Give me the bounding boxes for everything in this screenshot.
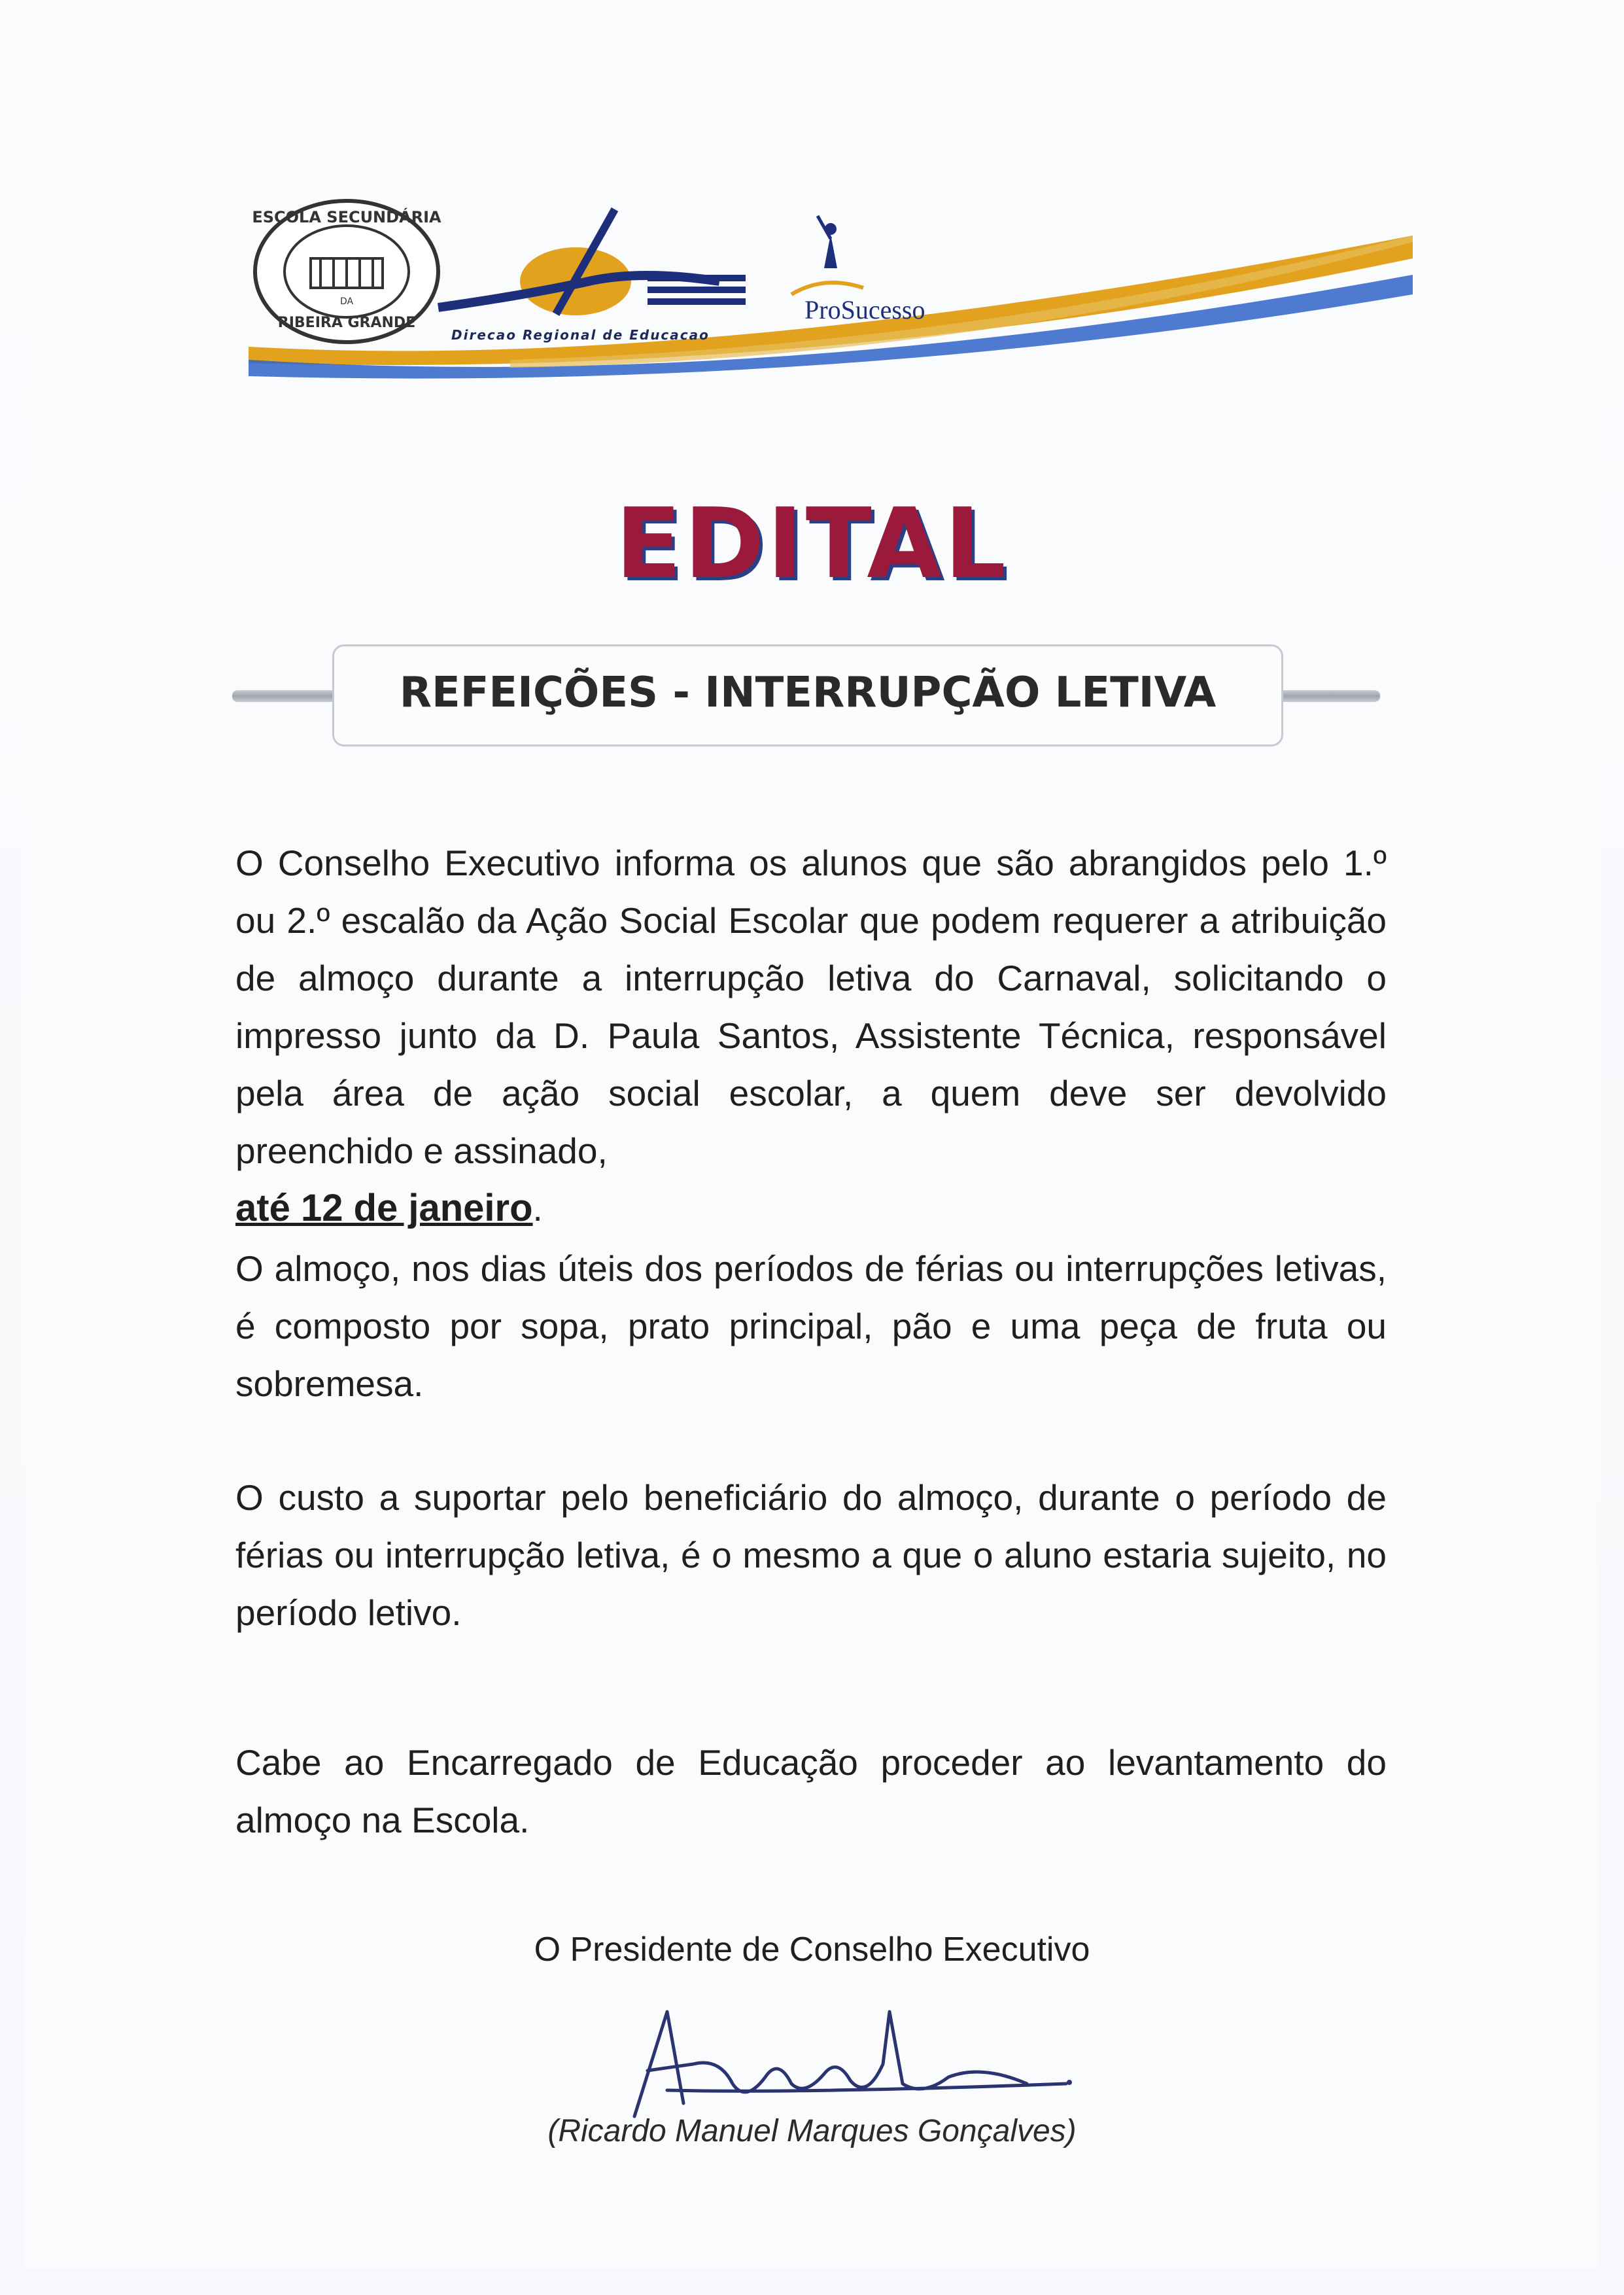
dre-logo — [438, 209, 746, 315]
signatory-name: (Ricardo Manuel Marques Gonçalves) — [547, 2114, 1077, 2148]
paragraph-2: O almoço, nos dias úteis dos períodos de férias ou interrupções letivas, é composto por sopa, prato principal, pão e uma peça de fruta ou sobremesa. — [235, 1248, 1387, 1404]
header-banner — [249, 196, 1419, 393]
school-seal-logo — [249, 196, 445, 347]
svg-text:DA: DA — [339, 296, 354, 307]
document-title: EDITAL — [615, 487, 1009, 600]
prosucesso-figure — [791, 216, 863, 294]
paragraph-3: O custo a suportar pelo beneficiário do almoço, durante o período de férias ou interrupção letiva, é o mesmo a que o aluno estaria sujeito, no período letivo. — [235, 1477, 1387, 1633]
region-caption: Direcao Regional de Educacao — [451, 327, 710, 343]
subtitle: REFEIÇÕES - INTERRUPÇÃO LETIVA — [399, 669, 1217, 717]
svg-text:ESCOLA SECUNDÁRIA: ESCOLA SECUNDÁRIA — [252, 208, 441, 226]
paragraph-1 — [235, 834, 1387, 1237]
deadline-period: . — [532, 1188, 543, 1229]
paragraph-1-text: O Conselho Executivo informa os alunos que são abrangidos pelo 1.º ou 2.º escalão da Ação Social Escolar que podem requerer a atribuição de almoço durante a interrupção letiva do Carnaval, solicitando o impresso junto da D. Paula Santos, Assistente Técnica, responsável pela área de ação social escolar, a quem deve ser devolvido preenchido e assinado, — [235, 843, 1387, 1171]
svg-text:RIBEIRA GRANDE: RIBEIRA GRANDE — [277, 315, 416, 331]
prosucesso-logo-text: ProSucesso — [804, 295, 925, 324]
signature-title: O Presidente de Conselho Executivo — [534, 1931, 1090, 1969]
paragraph-4: Cabe ao Encarregado de Educação proceder ao levantamento do almoço na Escola. — [235, 1742, 1387, 1840]
deadline-text: até 12 de janeiro — [235, 1187, 533, 1229]
